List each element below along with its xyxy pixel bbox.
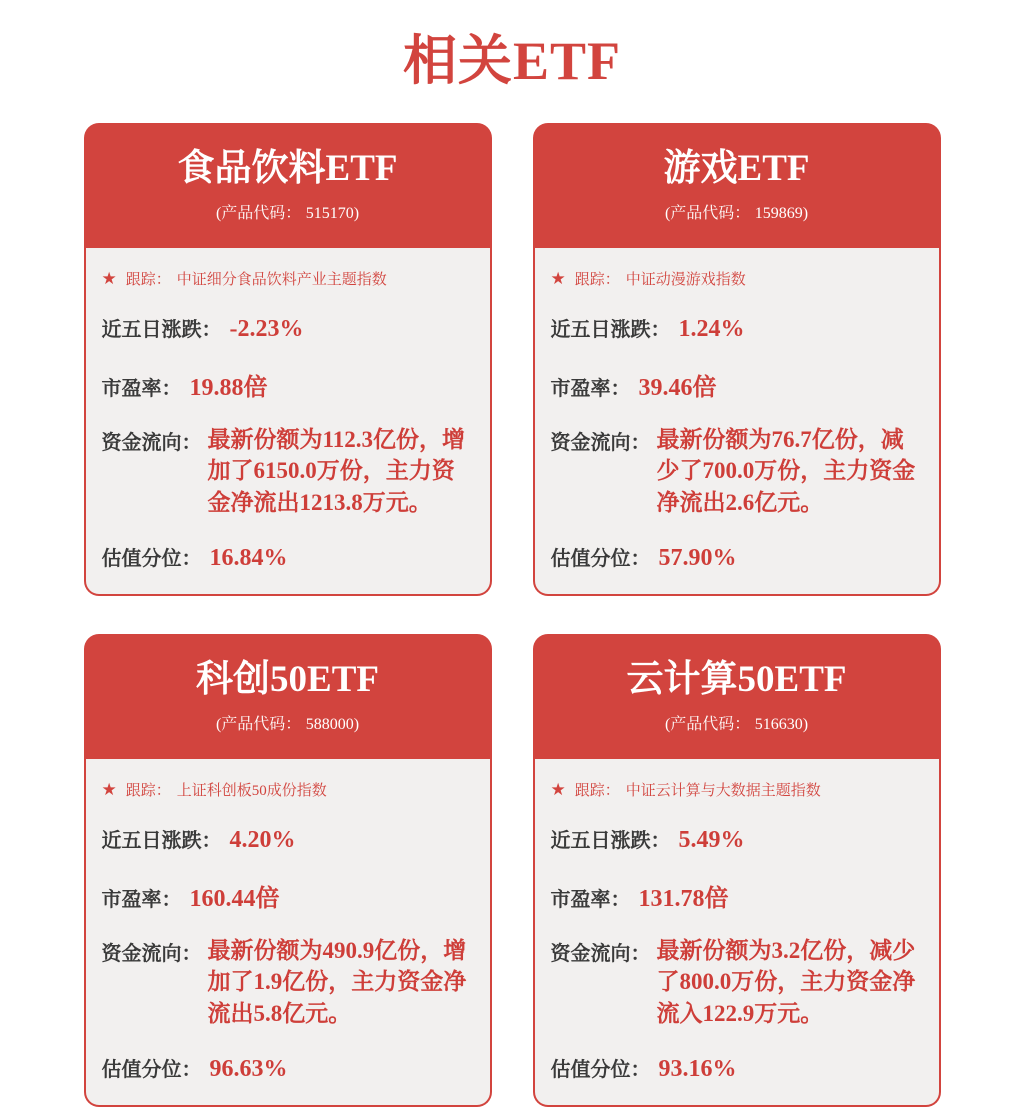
- tracking-label: 跟踪：: [574, 271, 620, 288]
- fund-flow-label: 资金流向：: [550, 432, 651, 454]
- pe-row: [551, 878, 923, 913]
- card-body: [84, 759, 492, 1107]
- card-title: 食品饮料ETF: [177, 146, 398, 189]
- pe-row: [102, 878, 474, 913]
- card-body: [533, 248, 941, 596]
- fund-flow-value: 最新份额为76.7亿份，减少了700.0万份，主力资金净流出2.6亿元。: [656, 426, 916, 515]
- pe-label: 市盈率：: [550, 378, 631, 400]
- valuation-row: [102, 542, 474, 572]
- tracking-row: [551, 268, 923, 289]
- tracking-index: 中证细分食品饮料产业主题指数: [176, 271, 387, 288]
- five-day-row: [551, 824, 923, 854]
- valuation-row: [551, 1053, 923, 1083]
- tracking-index: 中证云计算与大数据主题指数: [625, 782, 821, 800]
- etf-cards-grid: [84, 123, 941, 1107]
- valuation-row: [551, 542, 923, 572]
- fund-flow-row: [102, 424, 474, 518]
- star-icon: ★: [550, 269, 566, 288]
- star-icon: ★: [550, 780, 566, 800]
- valuation-label: 估值分位：: [550, 548, 651, 571]
- card-product-code: (产品代码： 515170): [215, 205, 360, 223]
- card-title: 游戏ETF: [663, 146, 810, 189]
- tracking-row: [102, 268, 474, 289]
- valuation-value: 57.90%: [658, 545, 737, 572]
- card-title: 科创50ETF: [196, 657, 379, 700]
- pe-value: 131.78倍: [638, 885, 729, 913]
- valuation-label: 估值分位：: [101, 1059, 202, 1082]
- card-title: 云计算50ETF: [626, 657, 847, 700]
- pe-value: 39.46倍: [638, 374, 717, 401]
- pe-label: 市盈率：: [101, 378, 182, 400]
- valuation-label: 估值分位：: [550, 1059, 651, 1082]
- page-title: 相关ETF: [402, 31, 622, 91]
- tracking-index: 上证科创板50成份指数: [176, 782, 327, 800]
- pe-row: [102, 367, 474, 402]
- fund-flow-row: [551, 424, 923, 518]
- star-icon: ★: [101, 780, 117, 800]
- pe-label: 市盈率：: [101, 889, 182, 912]
- card-header: [533, 123, 941, 248]
- five-day-label: 近五日涨跌：: [550, 830, 671, 853]
- fund-flow-value: 最新份额为490.9亿份，增加了1.9亿份，主力资金净流出5.8亿元。: [207, 937, 467, 1026]
- five-day-label: 近五日涨跌：: [550, 319, 671, 341]
- tracking-label: 跟踪：: [125, 782, 171, 800]
- fund-flow-row: [551, 935, 923, 1029]
- tracking-label: 跟踪：: [574, 782, 620, 800]
- valuation-row: [102, 1053, 474, 1083]
- valuation-value: 16.84%: [209, 545, 288, 572]
- fund-flow-row: [102, 935, 474, 1029]
- fund-flow-label: 资金流向：: [101, 943, 202, 966]
- fund-flow-label: 资金流向：: [550, 943, 651, 966]
- five-day-value: 1.24%: [678, 316, 745, 342]
- five-day-label: 近五日涨跌：: [101, 830, 222, 853]
- five-day-label: 近五日涨跌：: [101, 319, 222, 341]
- valuation-value: 93.16%: [658, 1056, 737, 1083]
- fund-flow-label: 资金流向：: [101, 432, 202, 454]
- pe-label: 市盈率：: [550, 889, 631, 912]
- fund-flow-value: 最新份额为112.3亿份，增加了6150.0万份，主力资金净流出1213.8万元。: [207, 426, 465, 515]
- five-day-row: [102, 313, 474, 343]
- pe-value: 19.88倍: [189, 374, 268, 401]
- valuation-label: 估值分位：: [101, 548, 202, 571]
- five-day-value: 5.49%: [678, 827, 745, 854]
- five-day-value: -2.23%: [229, 316, 304, 342]
- etf-card-food-beverage: [84, 123, 492, 596]
- pe-row: [551, 367, 923, 402]
- card-body: [84, 248, 492, 596]
- card-body: [533, 759, 941, 1107]
- fund-flow-value: 最新份额为3.2亿份，减少了800.0万份，主力资金净流入122.9万元。: [656, 937, 916, 1026]
- card-header: [84, 123, 492, 248]
- five-day-value: 4.20%: [229, 827, 296, 854]
- etf-card-cloud50: [533, 634, 941, 1107]
- pe-value: 160.44倍: [189, 885, 280, 913]
- tracking-row: [551, 779, 923, 800]
- card-header: [84, 634, 492, 759]
- star-icon: ★: [101, 269, 117, 288]
- valuation-value: 96.63%: [209, 1056, 288, 1083]
- card-product-code: (产品代码： 159869): [664, 205, 809, 223]
- five-day-row: [551, 313, 923, 343]
- tracking-label: 跟踪：: [125, 271, 171, 288]
- card-product-code: (产品代码： 516630): [664, 716, 809, 734]
- tracking-index: 中证动漫游戏指数: [625, 271, 746, 288]
- card-product-code: (产品代码： 588000): [215, 716, 360, 734]
- etf-card-gaming: [533, 123, 941, 596]
- etf-card-star50: [84, 634, 492, 1107]
- five-day-row: [102, 824, 474, 854]
- card-header: [533, 634, 941, 759]
- tracking-row: [102, 779, 474, 800]
